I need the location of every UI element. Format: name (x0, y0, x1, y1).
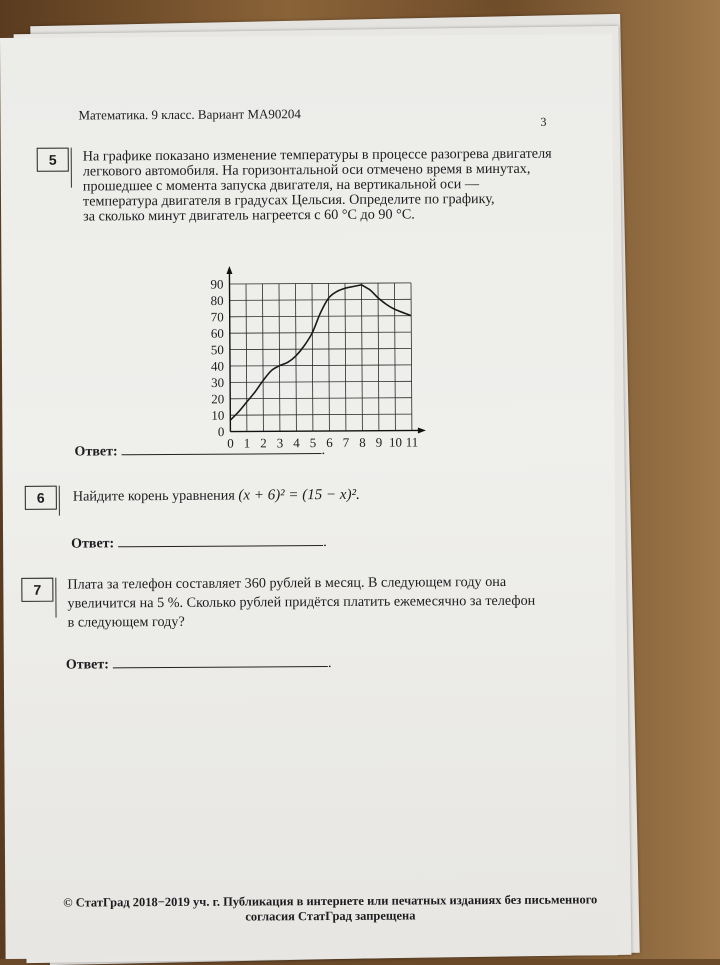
x-tick-label: 6 (326, 434, 333, 451)
y-axis-arrow (226, 266, 232, 274)
text-line: увеличится на 5 %. Сколько рублей придётся платить ежемесячно за телефон (67, 592, 536, 612)
equation: (x + 6)² = (15 − x)². (238, 486, 360, 504)
text-line: Плата за телефон составляет 360 рублей в месяц. В следующем году она (67, 573, 507, 593)
grid-line-vertical (312, 283, 313, 431)
x-tick-label: 10 (388, 434, 403, 450)
y-tick-label: 90 (210, 276, 224, 292)
grid-line-vertical (362, 283, 363, 431)
question-number-box: 6 (25, 486, 57, 510)
question-6-text (73, 487, 523, 505)
grid-line-horizontal (230, 398, 411, 399)
x-tick-label: 1 (243, 435, 251, 451)
answer-label: Ответ: (65, 657, 109, 673)
grid-line-vertical (378, 283, 379, 431)
copyright-footer (60, 892, 600, 925)
text-line: в следующем году? (67, 613, 185, 631)
answer-field[interactable] (113, 654, 328, 668)
x-tick-label: 2 (260, 435, 267, 451)
grid-line-vertical (345, 283, 346, 431)
grid-line-horizontal (230, 299, 411, 300)
answer-field[interactable] (122, 441, 322, 455)
text-line: температура двигателя в градусах Цельсия. Определите по графику, (82, 190, 495, 210)
grid-line-horizontal (230, 381, 411, 382)
grid-line-vertical (329, 283, 330, 431)
question-number-box: 7 (21, 578, 53, 602)
y-tick-label: 0 (217, 424, 225, 440)
x-tick-label: 7 (342, 434, 350, 450)
grid-line-vertical (263, 284, 264, 432)
y-tick-label: 40 (210, 358, 225, 374)
grid-line-horizontal (230, 414, 411, 415)
grid-lines (230, 283, 412, 432)
x-axis (230, 430, 419, 431)
footer-line: согласия СтатГрад запрещена (245, 908, 416, 924)
text-line: за сколько минут двигатель нагреется с 60 °C до 90 °C. (83, 206, 415, 225)
question-number-box: 5 (37, 148, 69, 172)
text-line: прошедшее с момента запуска двигателя, на вертикальной оси — (82, 176, 480, 195)
answer-end: . (323, 535, 327, 551)
question-divider (71, 148, 72, 188)
question-divider (59, 486, 60, 516)
answer-row-6 (71, 533, 327, 553)
temperature-curve (230, 285, 412, 421)
page-number: 3 (540, 114, 547, 129)
grid-line-horizontal (230, 365, 411, 366)
grid-line-vertical (279, 284, 280, 432)
grid-line-horizontal (230, 316, 411, 317)
y-axis (229, 272, 230, 432)
y-tick-label: 30 (211, 374, 225, 391)
answer-field[interactable] (118, 533, 323, 547)
grid-line-horizontal (230, 332, 411, 333)
x-tick-label: 8 (359, 434, 366, 450)
tick-labels (210, 275, 418, 450)
grid-line-vertical (395, 283, 396, 431)
answer-row-7 (66, 654, 332, 674)
answer-label: Ответ: (71, 536, 115, 552)
x-tick-label: 0 (227, 435, 234, 451)
x-tick-label: 3 (276, 435, 284, 451)
x-tick-label: 9 (375, 434, 383, 450)
y-tick-label: 20 (211, 391, 225, 407)
temperature-chart (197, 240, 448, 451)
grid-line-horizontal (230, 348, 411, 349)
question-divider (55, 578, 56, 618)
grid-line-vertical (246, 284, 247, 432)
page-header: Математика. 9 класс. Вариант МА90204 (78, 106, 301, 123)
y-tick-label: 80 (210, 292, 224, 309)
x-tick-label: 11 (405, 434, 419, 450)
y-tick-label: 50 (210, 342, 224, 358)
answer-end: . (321, 443, 326, 459)
exam-page (0, 34, 618, 959)
footer-line: © СтатГрад 2018−2019 уч. г. Публикация в интернете или печатных изданиях без письменного (63, 892, 598, 910)
answer-end: . (327, 655, 332, 672)
question-6-prompt: Найдите корень уравнения (72, 487, 235, 505)
x-tick-label: 5 (309, 435, 317, 451)
text-line: легкового автомобиля. На горизонтальной оси отмечено время в минутах, (82, 160, 531, 180)
text-line: На графике показано изменение температуры в процессе разогрева двигателя (82, 145, 552, 165)
grid-line-horizontal (230, 283, 411, 284)
answer-label: Ответ: (74, 444, 118, 460)
answer-row-5 (74, 441, 325, 461)
y-tick-label: 70 (210, 309, 224, 325)
question-5-text (83, 147, 555, 225)
grid-line-vertical (296, 284, 297, 432)
x-tick-label: 4 (293, 435, 300, 451)
question-7-text (67, 572, 583, 632)
y-tick-label: 10 (211, 407, 225, 423)
grid-line-vertical (411, 283, 412, 431)
x-axis-arrow (418, 427, 426, 433)
y-tick-label: 60 (210, 325, 224, 341)
